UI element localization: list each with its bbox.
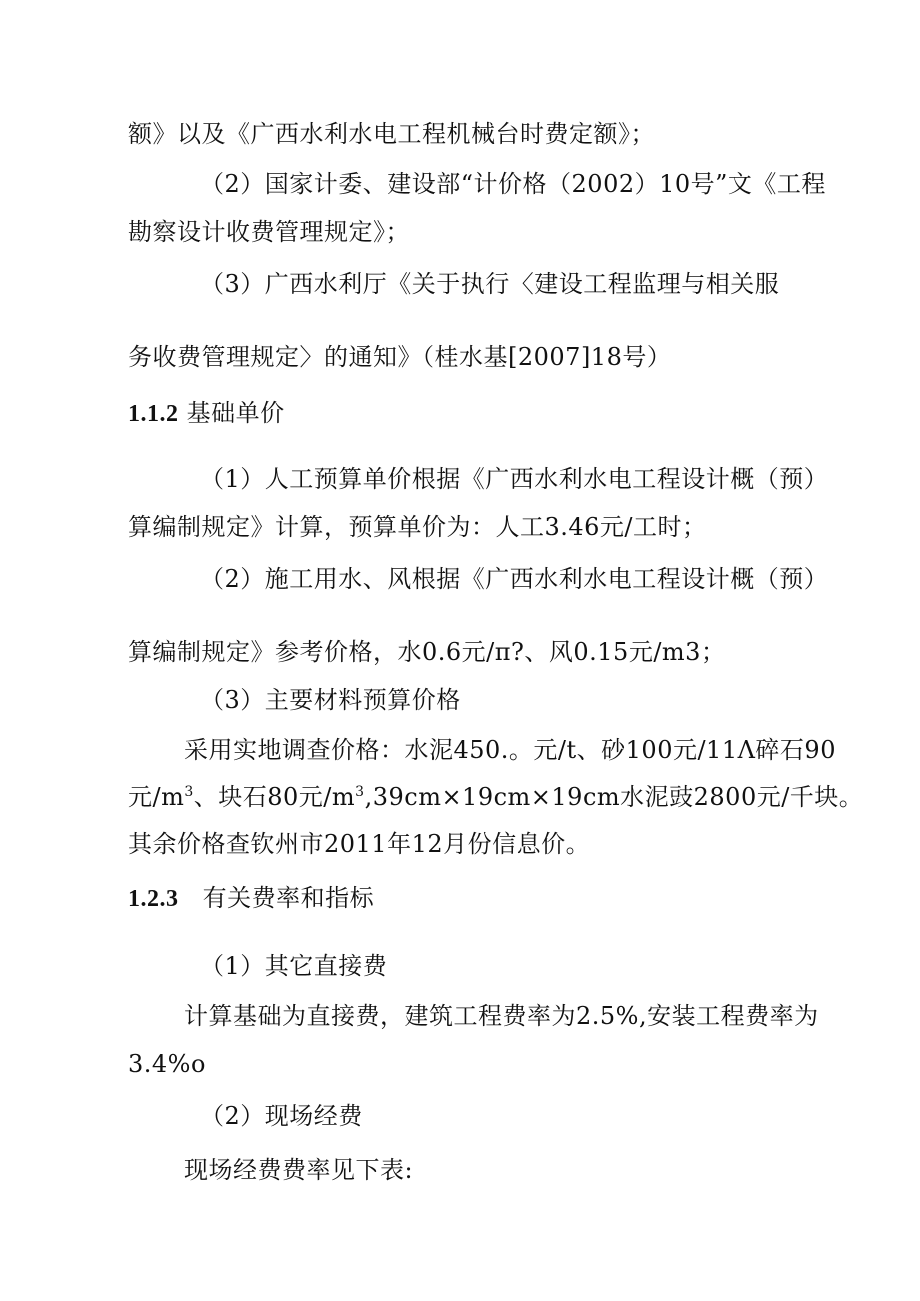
paragraph-line: （3）广西水利厅《关于执行〈建设工程监理与相关服 [200, 270, 780, 298]
paragraph-line: （2）现场经费 [200, 1102, 363, 1130]
paragraph-line: 算编制规定》计算，预算单价为：人工3.46元/工时； [128, 513, 707, 541]
section-heading [128, 882, 374, 915]
paragraph-line: 算编制规定》参考价格，水0.6元/π?、风0.15元/m3； [128, 638, 726, 666]
paragraph-line: （1）其它直接费 [200, 952, 388, 980]
text-run: 元/m [128, 783, 185, 811]
section-heading [128, 397, 285, 430]
section-title: 有关费率和指标 [202, 884, 375, 912]
section-number: 1.2.3 [128, 886, 179, 912]
paragraph-line: 勘察设计收费管理规定》； [128, 218, 410, 246]
paragraph-line: （2）国家计委、建设部“计价格（2002）10号”文《工程 [200, 170, 826, 198]
paragraph-line: 现场经费费率见下表: [184, 1156, 414, 1184]
paragraph-line: （1）人工预算单价根据《广西水利水电工程设计概（预） [200, 465, 829, 493]
superscript: 3 [184, 784, 194, 800]
paragraph-line: 其余价格查钦州市2011年12月份信息价。 [128, 830, 591, 858]
paragraph-line: 采用实地调查价格：水泥450.。元/t、砂100元/11Λ碎石90 [184, 736, 836, 764]
paragraph-line [128, 781, 863, 813]
text-run: ,39cm×19cm×19cm水泥豉2800元/千块。 [364, 783, 864, 811]
section-title: 基础单价 [186, 399, 285, 427]
paragraph-line: 计算基础为直接费，建筑工程费率为2.5%,安装工程费率为 [184, 1002, 819, 1030]
paragraph-line: （3）主要材料预算价格 [200, 686, 461, 714]
paragraph-line: 额》以及《广西水利水电工程机械台时费定额》； [128, 120, 655, 148]
text-run: 、块石80元/m [193, 783, 356, 811]
superscript: 3 [355, 784, 365, 800]
paragraph-line: （2）施工用水、风根据《广西水利水电工程设计概（预） [200, 565, 829, 593]
section-number: 1.1.2 [128, 401, 179, 427]
paragraph-line: 3.4%o [128, 1050, 206, 1078]
paragraph-line: 务收费管理规定〉的通知》（桂水基[2007]18号） [128, 343, 672, 371]
